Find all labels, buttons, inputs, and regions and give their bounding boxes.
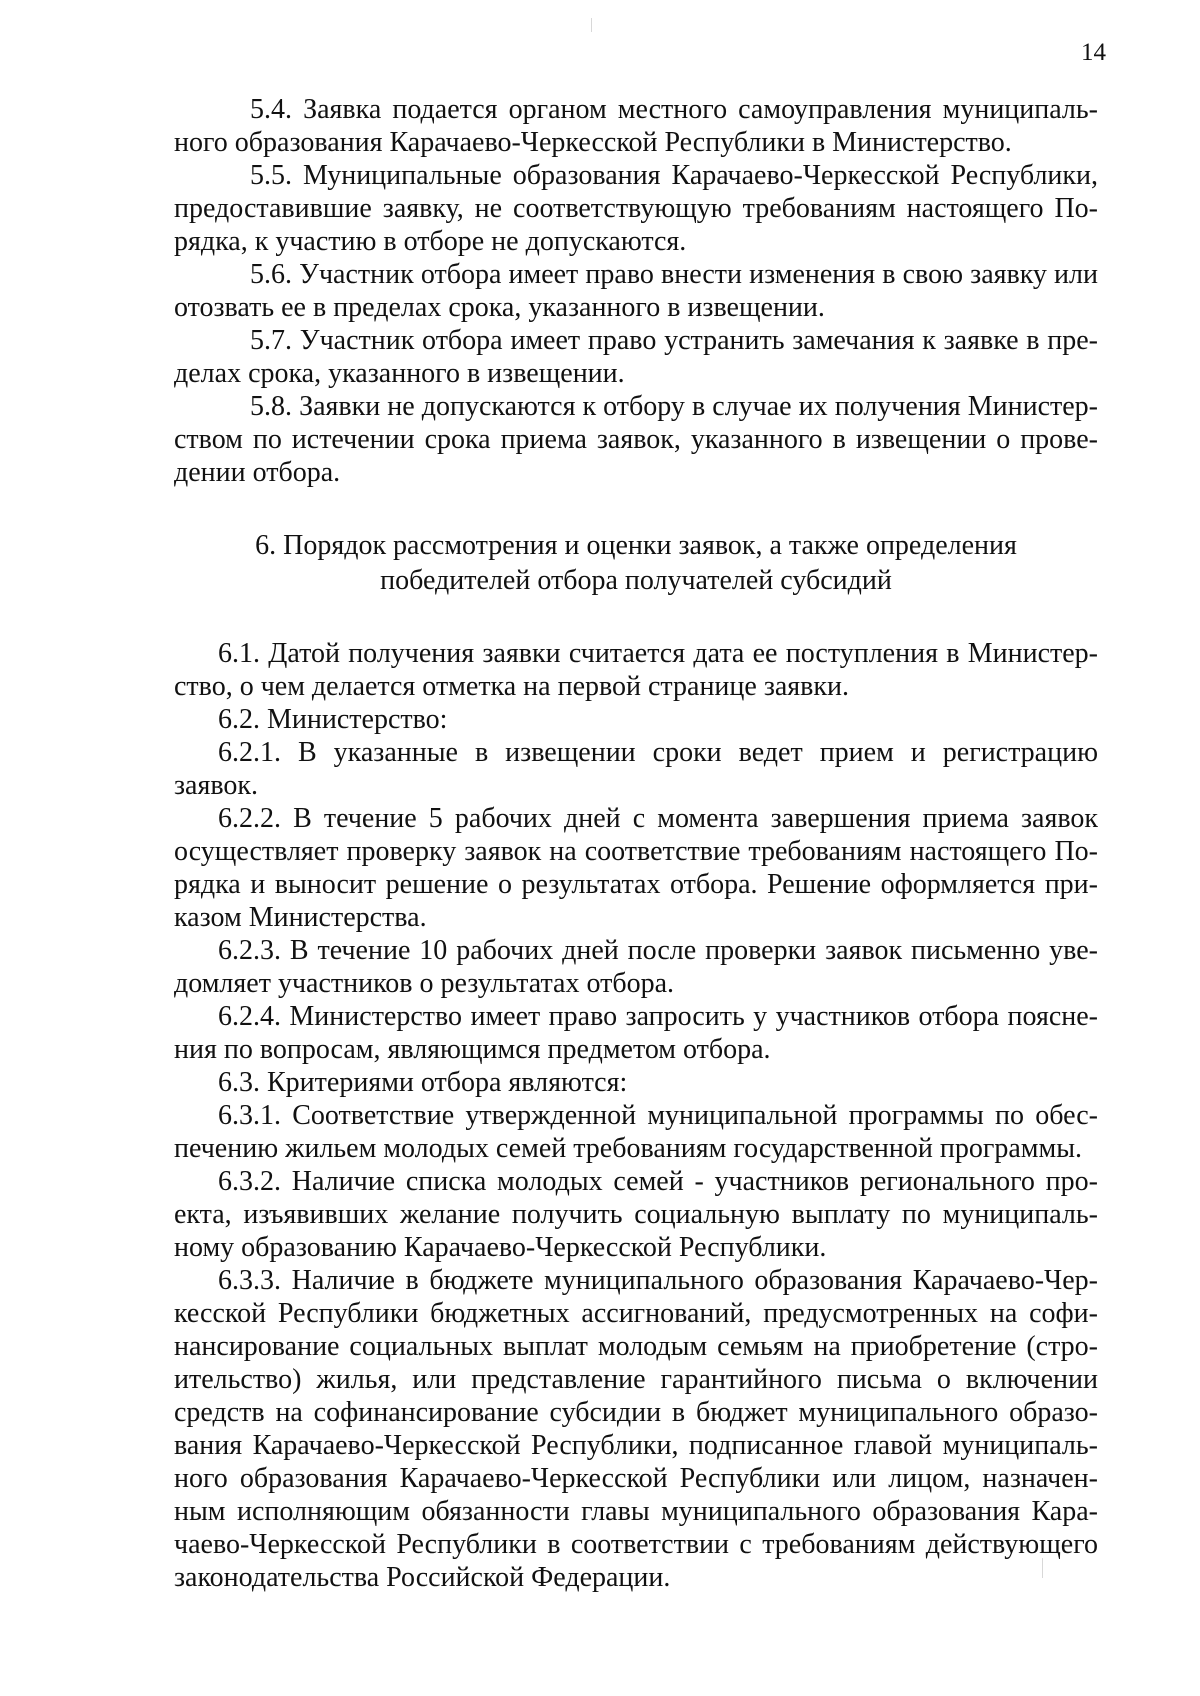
- section-6-heading: [174, 528, 1098, 598]
- paragraph-5-5: 5.5. Муниципальные образования Карачаево-Черкесской Республики, предоставившие заявку, не соответствующую требованиям настоящего Порядка, к участию в отборе не допускаются.: [174, 160, 1098, 257]
- paragraph-6-2: 6.2. Министерство:: [218, 704, 448, 735]
- paragraph-6-3: 6.3. Критериями отбора являются:: [218, 1067, 628, 1098]
- paragraph-6-3-1: 6.3.1. Соответствие утвержденной муниципальной программы по обеспечению жильем молодых семей требованиям государственной программы.: [174, 1100, 1098, 1164]
- page-number: 14: [1081, 39, 1106, 66]
- paragraph-6-2-3: 6.2.3. В течение 10 рабочих дней после проверки заявок письменно уведомляет участников о результатах отбора.: [174, 935, 1098, 999]
- section-6-heading-line-2: победителей отбора получателей субсидий: [380, 565, 892, 596]
- paragraph-5-8: 5.8. Заявки не допускаются к отбору в случае их получения Министерством по истечении срока приема заявок, указанного в извещении о проведении отбора.: [174, 391, 1098, 488]
- paragraph-6-3-2: 6.3.2. Наличие списка молодых семей - участников регионального проекта, изъявивших желание получить социальную выплату по муниципальному образованию Карачаево-Черкесской Республики.: [174, 1166, 1098, 1263]
- paragraph-6-3-3: 6.3.3. Наличие в бюджете муниципального образования Карачаево-Черкесской Республики бюджетных ассигнований, предусмотренных на софинансирование социальных выплат молодым семьям на приобретение (строительство) жилья, или представление гарантийного письма о включении средств на софинансирование субсидии в бюджет муниципального образования Карачаево-Черкесской Республики, подписанное главой муниципального образования Карачаево-Черкесской Республики или лицом, назначенным исполняющим обязанности главы муниципального образования Карачаево-Черкесской Республики в соответствии с требованиям действующего законодательства Российской Федерации.: [174, 1265, 1098, 1593]
- paragraph-5-6: 5.6. Участник отбора имеет право внести изменения в свою заявку или отозвать ее в пределах срока, указанного в извещении.: [174, 259, 1098, 323]
- section-5-items: [174, 93, 1098, 489]
- section-6-items: [174, 637, 1098, 1594]
- paragraph-6-2-4: 6.2.4. Министерство имеет право запросить у участников отбора пояснения по вопросам, являющимся предметом отбора.: [174, 1001, 1098, 1065]
- paragraph-5-7: 5.7. Участник отбора имеет право устранить замечания к заявке в пределах срока, указанного в извещении.: [174, 325, 1098, 389]
- section-6-heading-line-1: 6. Порядок рассмотрения и оценки заявок, а также определения: [255, 530, 1017, 561]
- paragraph-5-4: 5.4. Заявка подается органом местного самоуправления муниципального образования Карачаево-Черкесской Республики в Министерство.: [174, 94, 1098, 158]
- document-body: [174, 93, 1098, 1594]
- paragraph-6-2-1: 6.2.1. В указанные в извещении сроки ведет прием и регистрацию заявок.: [174, 737, 1098, 801]
- paragraph-6-2-2: 6.2.2. В течение 5 рабочих дней с момента завершения приема заявок осуществляет проверку заявок на соответствие требованиям настоящего Порядка и выносит решение о результатах отбора. Решение оформляется приказом Министерства.: [174, 803, 1098, 933]
- paragraph-6-1: 6.1. Датой получения заявки считается дата ее поступления в Министерство, о чем делается отметка на первой странице заявки.: [174, 638, 1098, 702]
- scan-artifact: [591, 18, 592, 32]
